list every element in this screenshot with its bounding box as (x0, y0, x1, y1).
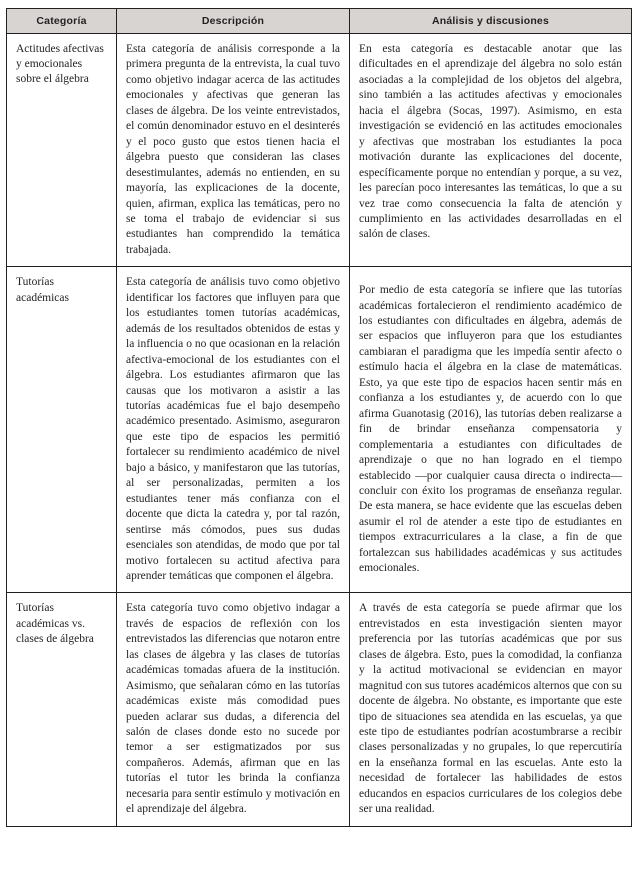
cell-descripcion: Esta categoría tuvo como objetivo indagar a través de espacios de reflexión con los entrevistados las diferencias que notaron entre las clases de álgebra y las clases de tutorías académicas tomadas afuera de la institución. Asimismo, que señalaran cómo en las tutorías académicas existe más comodidad pues pueden aclarar sus dudas, a diferencia del salón de clases donde esto no sucede por temor a ser estigmatizados por sus compañeros. Además, afirman que en las tutorías el tutor les brinda la confianza necesaria para sentir estímulo y motivación en el aprendizaje del álgebra. (117, 593, 350, 826)
cell-descripcion: Esta categoría de análisis corresponde a la primera pregunta de la entrevista, la cual tuvo como objetivo indagar acerca de las actitudes emocionales y afectivas que generan las clases de álgebra. De los veinte entrevistados, el común denominador estuvo en el desinterés y el poco gusto que estos tienen hacia el álgebra puesto que consideran las clases desestimulantes, además no entienden, en su mayoría, las explicaciones de la docente, quien, afirman, explica las temáticas, pero no se toma el trabajo de evidenciar si sus estudiantes han comprendido la temática trabajada. (117, 34, 350, 267)
column-header-categoria: Categoría (7, 9, 117, 34)
cell-analisis: En esta categoría es destacable anotar que las dificultades en el aprendizaje del álgebra no solo están asociadas a la complejidad de los objetos del algebra, sino también a las actitudes afectivas y emocionales hacia el álgebra (Socas, 1997). Asimismo, en esta investigación se evidenció en las actitudes emocionales y afectivas que mostraban los estudiantes la poca motivación durante las explicaciones del docente, específicamente porque no entendían y porque, a su vez, les parecían poco interesantes las temáticas, lo que a su vez trae como consecuencia la falta de atención y cumplimiento en las actividades desarrolladas en el salón de clases. (350, 34, 632, 267)
cell-categoria: Tutorías académicas vs. clases de álgebra (7, 593, 117, 826)
table-header (7, 9, 632, 34)
table-row (7, 267, 632, 593)
cell-analisis: Por medio de esta categoría se infiere que las tutorías académicas fortalecieron el rendimiento académico de los estudiantes con dificultades en álgebra, además de ser espacios que influyeron para que los estudiantes cambiaran el paradigma que les impedía sentir afecto o estímulo hacia el álgebra en la clase de matemáticas. Esto, ya que este tipo de espacios hacen sentir más en confianza a los estudiantes y, de acuerdo con lo que afirma Guanotasig (2016), las tutorías deben realizarse a fin de brindar enseñanza compensatoria y complementaria a estudiantes con dificultades de aprendizaje o que no han logrado en el tiempo establecido —por cualquier causa directa o indirecta— concluir con éxito los programas de enseñanza regular. De esta manera, se hace evidente que las escuelas deben asumir el rol de atender a este tipo de estudiantes en tiempos extracurriculares a la clase, a fin de que fortalezcan sus habilidades académicas y sus actitudes emocionales. (350, 267, 632, 593)
cell-categoria: Actitudes afectivas y emocionales sobre el álgebra (7, 34, 117, 267)
table-row (7, 593, 632, 826)
cell-categoria: Tutorías académicas (7, 267, 117, 593)
column-header-analisis: Análisis y discusiones (350, 9, 632, 34)
table-row (7, 34, 632, 267)
column-header-descripcion: Descripción (117, 9, 350, 34)
cell-analisis: A través de esta categoría se puede afirmar que los entrevistados en esta investigación sienten mayor preferencia por las tutorías académicas que por sus clases de álgebra. Esto, pues la comodidad, la confianza y la actitud motivacional se evidencian en mayor magnitud con sus tutores académicos alternos que con su docente de álgebra. No obstante, es importante que este tipo de situaciones sea atendida en las escuelas, ya que este tipo de estudiantes podrían acostumbrarse a recibir clases personalizadas y no grupales, lo que repercutiría en la enseñanza formal en las escuelas. Ante esto la necesidad de fortalecer las habilidades de estos educandos en espacios curriculares de los colegios debe ser una realidad. (350, 593, 632, 826)
cell-descripcion: Esta categoría de análisis tuvo como objetivo identificar los factores que influyen para que los estudiantes tomen tutorías académicas, además de los resultados obtenidos de estas y la influencia o no que ocasionan en la relación afectiva-emocional de los estudiantes con el álgebra. Los estudiantes afirmaron que las causas que los motivaron a asistir a las tutorías académicas fue el bajo desempeño académico presentado. Asimismo, aseguraron que este tipo de espacios les permitió fortalecer su rendimiento académico de nivel bajo a básico, y manifestaron que las tutorías, al ser personalizadas, permiten a los estudiantes tener más confianza con el docente que dicta la catedra y, por tal razón, sentirse más cómodos, pues sus dudas esenciales son atendidas, de modo que por tal motivo fortalecen su actitud afectiva para aprender temáticas que componen el álgebra. (117, 267, 350, 593)
analysis-categories-table (6, 8, 632, 827)
table-header-row (7, 9, 632, 34)
table-body (7, 34, 632, 827)
